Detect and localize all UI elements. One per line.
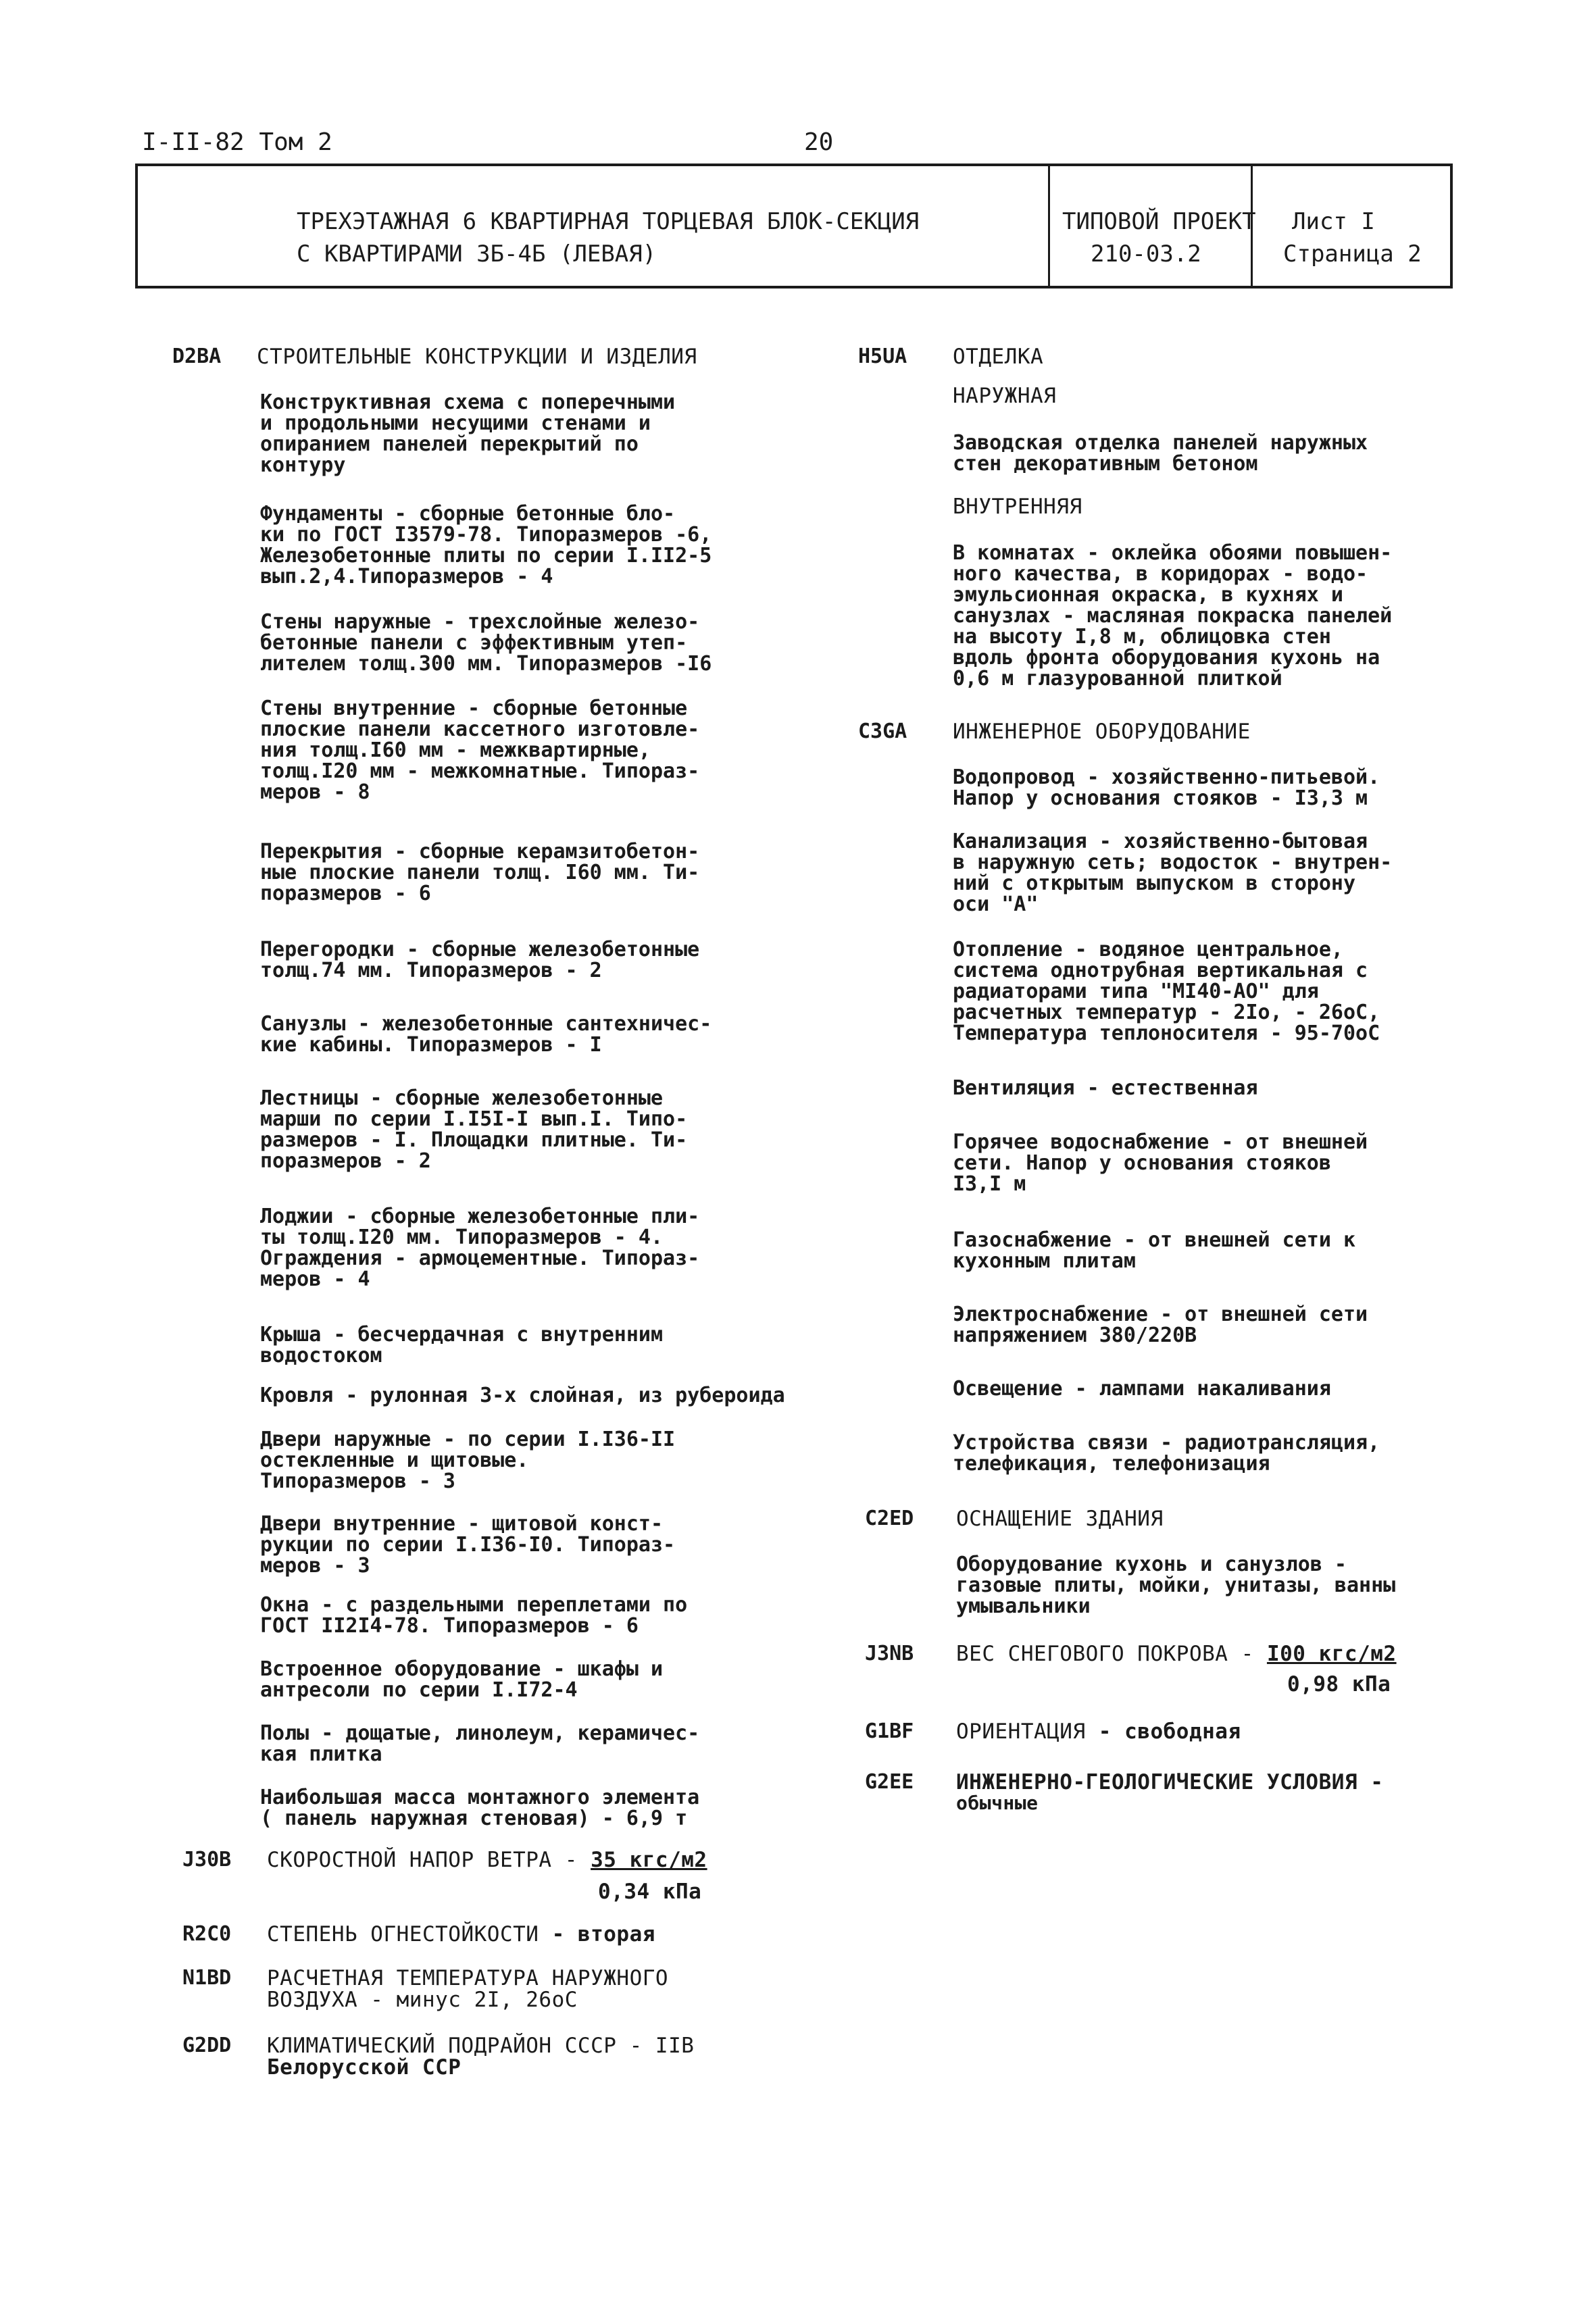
floors-text: Перекрытия - сборные керамзитобетон- ные плоские панели толщ. I60 мм. Ти- поразмеров - 6 bbox=[260, 840, 700, 905]
title-block bbox=[135, 164, 1453, 288]
outer-finish-title: НАРУЖНАЯ bbox=[953, 384, 1057, 408]
wind-pressure-row bbox=[267, 1848, 707, 1872]
sewerage-text: Канализация - хозяйственно-бытовая в наружную сеть; водосток - внутрен- ний с открытым выпуском в сторону оси "А" bbox=[953, 830, 1393, 916]
sheet-cell bbox=[1253, 166, 1453, 286]
design-temp-line-2: ВОЗДУХА - минус 2I, 26оС bbox=[267, 1988, 578, 2012]
document-reference: I-II-82 Том 2 bbox=[142, 128, 332, 156]
building-equipment-title: ОСНАЩЕНИЕ ЗДАНИЯ bbox=[956, 1507, 1164, 1531]
snow-load-kpa: 0,98 кПа bbox=[1287, 1672, 1391, 1696]
climate-line-2: Белорусской ССР bbox=[267, 2055, 462, 2080]
electricity-text: Электроснабжение - от внешней сети напряжением 380/220В bbox=[953, 1303, 1368, 1347]
code-d2ba: D2BA bbox=[172, 345, 222, 368]
foundations-text: Фундаменты - сборные бетонные бло- ки по ГОСТ I3579-78. Типоразмеров -6, Железобетонные плиты по серии I.II2-5 вып.2,4.Типоразмеров - 4 bbox=[260, 502, 712, 588]
engineering-title: ИНЖЕНЕРНОЕ ОБОРУДОВАНИЕ bbox=[953, 720, 1251, 744]
code-g2ee: G2EE bbox=[865, 1770, 914, 1794]
snow-load-value: I00 кгс/м2 bbox=[1266, 1642, 1397, 1666]
title-cell bbox=[138, 166, 1050, 286]
heating-text: Отопление - водяное центральное, система однотрубная вертикальная с радиаторами типа "MI40-AO" для расчетных температур - 2Iо, - 26оС, Температура теплоносителя - 95-70оС bbox=[953, 938, 1380, 1045]
code-c3ga: C3GA bbox=[858, 720, 907, 743]
outer-doors-text: Двери наружные - по серии I.I36-II остекленные и щитовые. Типоразмеров - 3 bbox=[260, 1428, 676, 1493]
wind-pressure-kpa: 0,34 кПа bbox=[598, 1880, 702, 1904]
project-cell bbox=[1050, 166, 1256, 286]
inner-walls-text: Стены внутренние - сборные бетонные плоские панели кассетного изготовле- ния толщ.I60 мм - межквартирные, толщ.I20 мм - межкомнатные. Типораз- меров - 8 bbox=[260, 697, 700, 804]
title-line-1: ТРЕХЭТАЖНАЯ 6 КВАРТИРНАЯ ТОРЦЕВАЯ БЛОК-СЕКЦИЯ bbox=[297, 208, 920, 235]
code-g2dd: G2DD bbox=[182, 2034, 232, 2057]
finish-title: ОТДЕЛКА bbox=[953, 345, 1044, 369]
snow-load-row bbox=[956, 1642, 1397, 1666]
orientation-label: ОРИЕНТАЦИЯ bbox=[956, 1719, 1086, 1744]
fire-resistance-label: СТЕПЕНЬ ОГНЕСТОЙКОСТИ bbox=[267, 1922, 539, 1946]
snow-load-label: ВЕС СНЕГОВОГО ПОКРОВА - bbox=[956, 1642, 1267, 1666]
sheet-number: Лист I bbox=[1292, 208, 1375, 235]
code-c2ed: C2ED bbox=[865, 1507, 914, 1530]
code-j3nb: J3NB bbox=[865, 1642, 914, 1665]
page-label: Страница 2 bbox=[1283, 241, 1422, 268]
outer-finish-text: Заводская отделка панелей наружных стен декоративным бетоном bbox=[953, 431, 1368, 476]
fire-resistance-value: - вторая bbox=[539, 1922, 655, 1946]
inner-finish-title: ВНУТРЕННЯЯ bbox=[953, 495, 1082, 519]
geology-line-1: ИНЖЕНЕРНО-ГЕОЛОГИЧЕСКИЕ УСЛОВИЯ - bbox=[956, 1770, 1384, 1794]
building-equipment-text: Оборудование кухонь и санузлов - газовые плиты, мойки, унитазы, ванны умывальники bbox=[956, 1553, 1396, 1618]
code-r2c0: R2C0 bbox=[182, 1922, 232, 1946]
orientation-value: - свободная bbox=[1085, 1719, 1241, 1744]
project-label: ТИПОВОЙ ПРОЕКТ bbox=[1062, 208, 1256, 235]
fire-resistance-row bbox=[267, 1922, 655, 1946]
hot-water-text: Горячее водоснабжение - от внешней сети. Напор у основания стояков I3,I м bbox=[953, 1130, 1368, 1196]
code-h5ua: H5UA bbox=[858, 345, 907, 368]
wind-pressure-label: СКОРОСТНОЙ НАПОР ВЕТРА - bbox=[267, 1848, 591, 1872]
code-j30b: J30B bbox=[182, 1848, 232, 1871]
roof-text: Крыша - бесчердачная с внутренним водостоком bbox=[260, 1323, 664, 1367]
partitions-text: Перегородки - сборные железобетонные толщ.74 мм. Типоразмеров - 2 bbox=[260, 938, 700, 982]
outer-walls-text: Стены наружные - трехслойные железо- бетонные панели с эффективным утеп- лителем толщ.300 мм. Типоразмеров -I6 bbox=[260, 610, 712, 676]
windows-text: Окна - с раздельными переплетами по ГОСТ II2I4-78. Типоразмеров - 6 bbox=[260, 1593, 688, 1638]
lighting-text: Освещение - лампами накаливания bbox=[953, 1377, 1331, 1401]
water-supply-text: Водопровод - хозяйственно-питьевой. Напор у основания стояков - I3,3 м bbox=[953, 765, 1380, 810]
design-temp-line-1: РАСЧЕТНАЯ ТЕМПЕРАТУРА НАРУЖНОГО bbox=[267, 1966, 669, 1990]
ventilation-text: Вентиляция - естественная bbox=[953, 1076, 1258, 1100]
max-mass-text: Наибольшая масса монтажного элемента ( панель наружная стеновая) - 6,9 т bbox=[260, 1786, 700, 1830]
code-n1bd: N1BD bbox=[182, 1966, 232, 1990]
inner-doors-text: Двери внутренние - щитовой конст- рукции по серии I.I36-I0. Типораз- меров - 3 bbox=[260, 1512, 676, 1578]
right-column bbox=[858, 345, 1453, 1831]
code-g1bf: G1BF bbox=[865, 1719, 914, 1743]
climate-line-1: КЛИМАТИЧЕСКИЙ ПОДРАЙОН СССР - IIВ bbox=[267, 2034, 695, 2058]
left-column bbox=[152, 345, 855, 2101]
section-construction-title: СТРОИТЕЛЬНЫЕ КОНСТРУКЦИИ И ИЗДЕЛИЯ bbox=[257, 345, 697, 369]
bathrooms-text: Санузлы - железобетонные сантехничес- кие кабины. Типоразмеров - I bbox=[260, 1012, 712, 1057]
wind-pressure-value: 35 кгс/м2 bbox=[591, 1848, 707, 1872]
stairs-text: Лестницы - сборные железобетонные марши по серии I.I5I-I вып.I. Типо- размеров - I. Площадки плитные. Ти- поразмеров - 2 bbox=[260, 1086, 688, 1173]
orientation-row bbox=[956, 1719, 1241, 1744]
roofing-text: Кровля - рулонная 3-х слойная, из рубероида bbox=[260, 1384, 785, 1407]
gas-supply-text: Газоснабжение - от внешней сети к кухонным плитам bbox=[953, 1228, 1356, 1273]
title-line-2: С КВАРТИРАМИ 3Б-4Б (ЛЕВАЯ) bbox=[297, 241, 657, 268]
floors-finish-text: Полы - дощатые, линолеум, керамичес- кая плитка bbox=[260, 1721, 700, 1766]
project-number: 210-03.2 bbox=[1091, 241, 1201, 268]
page-number: 20 bbox=[804, 128, 834, 156]
structural-scheme-text: Конструктивная схема с поперечными и продольными несущими стенами и опиранием панелей перекрытий по контуру bbox=[260, 391, 676, 477]
inner-finish-text: В комнатах - оклейка обоями повышен- ного качества, в коридорах - водо- эмульсионная окраска, в кухнях и санузлах - масляная покраска панелей на высоту I,8 м, облицовка стен вдоль фронта оборудования кухонь на 0,6 м глазурованной плиткой bbox=[953, 541, 1393, 690]
communications-text: Устройства связи - радиотрансляция, телефикация, телефонизация bbox=[953, 1431, 1380, 1476]
built-in-equipment-text: Встроенное оборудование - шкафы и антресоли по серии I.I72-4 bbox=[260, 1657, 664, 1702]
loggias-text: Лоджии - сборные железобетонные пли- ты толщ.I20 мм. Типоразмеров - 4. Ограждения - армоцементные. Типораз- меров - 4 bbox=[260, 1205, 700, 1291]
geology-line-2: обычные bbox=[956, 1792, 1039, 1814]
